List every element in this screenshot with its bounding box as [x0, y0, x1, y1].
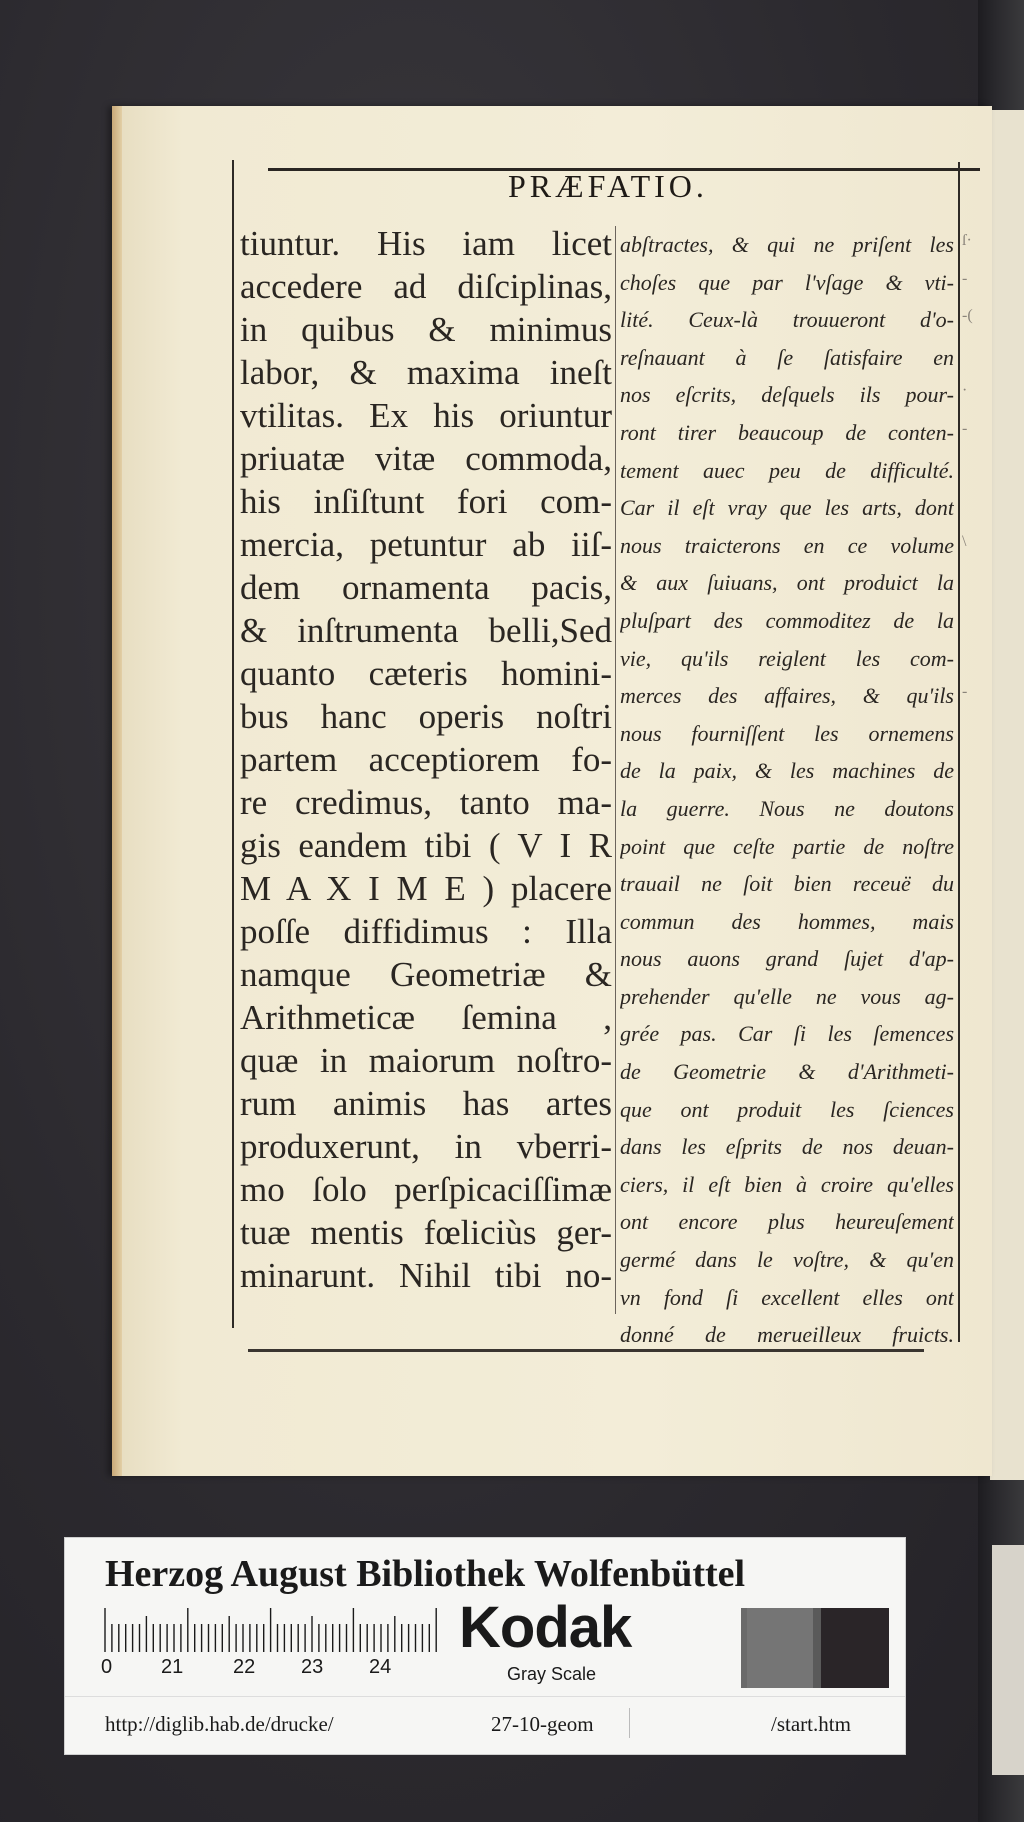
bleed-mark	[962, 1124, 988, 1162]
page-left-edge	[112, 106, 122, 1476]
left-column-rule	[232, 160, 234, 1328]
page-heading: PRÆFATIO.	[508, 168, 708, 204]
bleed-mark	[962, 1162, 988, 1200]
gray-patch	[813, 1608, 821, 1688]
library-target-strip	[64, 1537, 906, 1755]
latin-text-line: in quibus & minimus	[240, 310, 612, 349]
french-text-line: trauail ne ſoit bien receuë du	[620, 871, 954, 897]
bleed-mark	[962, 1049, 988, 1087]
french-text-line: choſes que par l'vſage & vti-	[620, 269, 954, 295]
bleed-mark	[962, 1199, 988, 1237]
french-text-line: dans les eſprits de nos deuan-	[620, 1134, 954, 1160]
french-text-line: ciers, il eſt bien à croire qu'elles	[620, 1171, 954, 1197]
french-text-line: donné de merueilleux fruicts.	[620, 1322, 954, 1348]
bleed-mark: ·	[962, 382, 968, 400]
ruler-number: 24	[369, 1656, 392, 1678]
french-text-line: germé dans le voſtre, & qu'en	[620, 1247, 954, 1273]
latin-text-line: namque Geometriæ &	[240, 955, 612, 994]
right-column-rule	[958, 162, 960, 1342]
french-text-line: nous auons grand ſujet d'ap-	[620, 946, 954, 972]
french-text-line: commun des hommes, mais	[620, 908, 954, 934]
french-text-line: la guerre. Nous ne doutons	[620, 795, 954, 821]
gray-patch	[747, 1608, 813, 1688]
french-text-line: vn fond ſi excellent elles ont	[620, 1284, 954, 1310]
latin-text-line: tuæ mentis fœliciùs ger-	[240, 1213, 612, 1252]
french-text-line: nous traicterons en ce volume	[620, 532, 954, 558]
french-text-line: pluſpart des commoditez de la	[620, 607, 954, 633]
french-text-line: prehender qu'elle ne vous ag-	[620, 983, 954, 1009]
latin-text-line: re credimus, tanto ma-	[240, 783, 612, 822]
bleed-mark	[962, 899, 988, 937]
bleed-mark	[962, 636, 988, 674]
bleed-mark	[962, 560, 988, 598]
latin-text-line: mercia, petuntur ab iiſ-	[240, 525, 612, 564]
latin-text-line: vtilitas. Ex his oriuntur	[240, 396, 612, 435]
french-text-line: de la paix, & les machines de	[620, 758, 954, 784]
ruler-number: 22	[233, 1656, 256, 1678]
bleed-mark	[962, 1275, 988, 1313]
middle-column-rule	[615, 226, 616, 1314]
latin-text-line: M A X I M E ) placere	[240, 869, 612, 908]
url-divider	[629, 1708, 630, 1738]
french-text-line: merces des affaires, & qu'ils	[620, 683, 954, 709]
latin-text-line: accedere ad diſciplinas,	[240, 267, 612, 306]
bleed-mark	[962, 1011, 988, 1049]
bleed-mark	[962, 824, 988, 862]
bleed-mark	[962, 1312, 988, 1350]
french-text-line: tement auec peu de difficulté.	[620, 457, 954, 483]
bleed-mark	[962, 1087, 988, 1125]
french-text-line: nos eſcrits, deſquels ils pour-	[620, 382, 954, 408]
bleed-mark: -	[962, 419, 968, 437]
bleed-mark	[962, 861, 988, 899]
bleed-mark	[962, 748, 988, 786]
bleed-mark: -	[962, 683, 968, 701]
bleed-mark	[962, 448, 988, 486]
bleed-mark	[962, 786, 988, 824]
latin-text-line: quanto cæteris homini-	[240, 654, 612, 693]
french-text-line: que ont produit les ſciences	[620, 1096, 954, 1122]
latin-text-line: tiuntur. His iam licet	[240, 224, 612, 263]
bleed-mark	[962, 936, 988, 974]
latin-text-line: gis eandem tibi ( V I R	[240, 826, 612, 865]
ruler-number: 23	[301, 1656, 324, 1678]
latin-text-line: his inſiſtunt fori com-	[240, 482, 612, 521]
dark-patch	[821, 1608, 889, 1688]
latin-text-line: priuatæ vitæ commoda,	[240, 439, 612, 478]
french-column	[620, 226, 954, 1354]
ruler-number: 0	[101, 1656, 113, 1678]
latin-text-line: dem ornamenta pacis,	[240, 568, 612, 607]
bleed-mark	[962, 1237, 988, 1275]
latin-text-line: & inſtrumenta belli,Sed	[240, 611, 612, 650]
bleed-mark	[962, 711, 988, 749]
latin-text-line: bus hanc operis noſtri	[240, 697, 612, 736]
gray-scale-label: Gray Scale	[507, 1664, 597, 1684]
french-text-line: abſtractes, & qui ne priſent les	[620, 232, 954, 257]
latin-text-line: labor, & maxima ineſt	[240, 353, 612, 392]
french-text-line: lité. Ceux-là trouueront d'o-	[620, 307, 954, 333]
latin-column	[240, 222, 612, 1297]
bleed-mark	[962, 485, 988, 523]
bleed-mark	[962, 974, 988, 1012]
url-part-1: http://diglib.hab.de/drucke/	[105, 1712, 334, 1736]
url-part-3: /start.htm	[771, 1712, 851, 1736]
latin-text-line: quæ in maiorum noſtro-	[240, 1041, 612, 1080]
french-text-line: de Geometrie & d'Arithmeti-	[620, 1059, 954, 1085]
latin-text-line: Arithmeticæ ſemina ,	[240, 998, 612, 1037]
french-text-line: vie, qu'ils reiglent les com-	[620, 645, 954, 671]
scale-ruler	[101, 1606, 439, 1654]
library-title: Herzog August Bibliothek Wolfenbüttel	[105, 1553, 746, 1595]
next-page-lower-edge	[992, 1545, 1024, 1775]
url-part-2: 27-10-geom	[491, 1712, 594, 1736]
french-text-line: ont encore plus heureuſement	[620, 1209, 954, 1235]
next-page-bleed-marks	[962, 222, 988, 1350]
kodak-logo: Kodak	[459, 1595, 632, 1660]
french-text-line: ront tirer beaucoup de conten-	[620, 419, 954, 445]
bleed-mark: ſ·	[962, 232, 972, 249]
french-text-line: & aux ſuiuans, ont produict la	[620, 570, 954, 596]
french-text-line: reſnauant à ſe ſatisfaire en	[620, 344, 954, 370]
latin-text-line: rum animis has artes	[240, 1084, 612, 1123]
bleed-mark: -(	[962, 307, 973, 325]
bleed-mark: \	[962, 532, 967, 550]
french-text-line: grée pas. Car ſi les ſemences	[620, 1021, 954, 1047]
latin-text-line: minarunt. Nihil tibi no-	[240, 1256, 612, 1295]
ruler-numbers	[101, 1656, 439, 1684]
latin-text-line: poſſe diffidimus : Illa	[240, 912, 612, 951]
latin-text-line: partem acceptiorem fo-	[240, 740, 612, 779]
latin-text-line: produxerunt, in vberri-	[240, 1127, 612, 1166]
french-text-line: Car il eſt vray que les arts, dont	[620, 495, 954, 521]
french-text-line: nous fourniſſent les ornemens	[620, 720, 954, 746]
french-text-line: point que ceſte partie de noſtre	[620, 833, 954, 859]
latin-text-line: mo ſolo perſpicaciſſimæ	[240, 1170, 612, 1209]
next-page-edge	[990, 110, 1024, 1480]
bleed-mark	[962, 335, 988, 373]
ruler-number: 21	[161, 1656, 184, 1678]
bleed-mark	[962, 598, 988, 636]
bleed-mark: -	[962, 269, 968, 287]
strip-divider	[65, 1696, 905, 1697]
